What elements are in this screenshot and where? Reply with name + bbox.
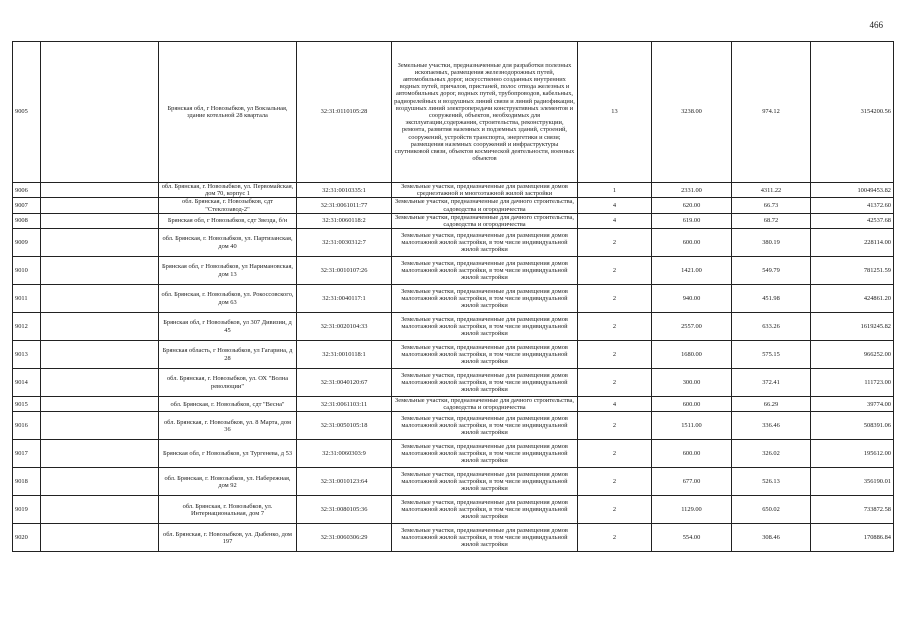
specific-value-cell: 974.12 — [732, 42, 811, 183]
area-cell: 2331.00 — [652, 183, 732, 198]
address-cell: обл. Брянская, г. Новозыбков, ул. Первомайская, дом 70, корпус 1 — [159, 183, 297, 198]
land-registry-table — [12, 41, 894, 552]
address-cell: Брянская обл, г Новозыбков, ул Тургенева, д 53 — [159, 440, 297, 468]
address-cell: обл. Брянская, г. Новозыбков, ул. Партизанская, дом 40 — [159, 229, 297, 257]
category-cell: 2 — [578, 229, 652, 257]
row-number-cell: 9015 — [13, 397, 41, 412]
table-row — [13, 183, 894, 198]
cadastral-value-cell: 424861.20 — [811, 285, 894, 313]
permitted-use-cell: Земельные участки, предназначенные для разработки полезных ископаемых, размещения железнодорожных путей, автомобильных дорог, искусственно созданных внутренних водных путей, причалов, пристаней, полос отвода железных и автомобильных дорог, водных путей, трубопроводов, кабельных, радиорелейных и воздушных линий связи и линий радиофикации, воздушных линий электропередачи конструктивных элементов и сооружений, объектов, необходимых для эксплуатации,содержания, строительства, реконструкции, ремонта, развития наземных и подземных зданий, строений, сооружений, устройств транспорта, энергетики и связи; размещения наземных сооружений и инфраструктуры спутниковой связи, объектов космической деятельности, военных объектов — [392, 42, 578, 183]
area-cell: 1421.00 — [652, 257, 732, 285]
table-row — [13, 198, 894, 213]
table-row — [13, 524, 894, 552]
empty-cell — [41, 468, 159, 496]
category-cell: 2 — [578, 285, 652, 313]
row-number-cell: 9013 — [13, 341, 41, 369]
area-cell: 3238.00 — [652, 42, 732, 183]
address-cell: обл. Брянская, г. Новозыбков, сдт "Весна" — [159, 397, 297, 412]
category-cell: 2 — [578, 496, 652, 524]
cadastral-number-cell: 32:31:0040120:67 — [297, 369, 392, 397]
category-cell: 2 — [578, 440, 652, 468]
row-number-cell: 9018 — [13, 468, 41, 496]
cadastral-number-cell: 32:31:0060306:29 — [297, 524, 392, 552]
specific-value-cell: 326.02 — [732, 440, 811, 468]
address-cell: Брянская обл, г Новозыбков, ул Вокзальная, здание котельной 28 квартала — [159, 42, 297, 183]
address-cell: Брянская обл, г Новозыбков, ул 307 Дивизии, д 45 — [159, 313, 297, 341]
cadastral-number-cell: 32:31:0061103:11 — [297, 397, 392, 412]
specific-value-cell: 336.46 — [732, 412, 811, 440]
address-cell: Брянская обл, г Новозыбков, ул Наримановская, дом 13 — [159, 257, 297, 285]
permitted-use-cell: Земельные участки, предназначенные для дачного строительства, садоводства и огородничества — [392, 397, 578, 412]
cadastral-value-cell: 733872.58 — [811, 496, 894, 524]
specific-value-cell: 372.41 — [732, 369, 811, 397]
address-cell: обл. Брянская, г. Новозыбков, ул. Рокоссовского, дом 63 — [159, 285, 297, 313]
category-cell: 1 — [578, 183, 652, 198]
permitted-use-cell: Земельные участки, предназначенные для размещения домов малоэтажной жилой застройки, в том числе индивидуальной жилой застройки — [392, 468, 578, 496]
table-row — [13, 412, 894, 440]
area-cell: 1680.00 — [652, 341, 732, 369]
cadastral-number-cell: 32:31:0050105:18 — [297, 412, 392, 440]
empty-cell — [41, 183, 159, 198]
specific-value-cell: 526.13 — [732, 468, 811, 496]
address-cell: обл. Брянская, г. Новозыбков, ул. 8 Марта, дом 36 — [159, 412, 297, 440]
address-cell: Брянская область, г Новозыбков, ул Гагарина, д 28 — [159, 341, 297, 369]
area-cell: 1511.00 — [652, 412, 732, 440]
page-number: 466 — [869, 20, 883, 30]
cadastral-value-cell: 39774.00 — [811, 397, 894, 412]
specific-value-cell: 308.46 — [732, 524, 811, 552]
permitted-use-cell: Земельные участки, предназначенные для размещения домов малоэтажной жилой застройки, в том числе индивидуальной жилой застройки — [392, 285, 578, 313]
specific-value-cell: 380.19 — [732, 229, 811, 257]
area-cell: 554.00 — [652, 524, 732, 552]
empty-cell — [41, 257, 159, 285]
empty-cell — [41, 397, 159, 412]
area-cell: 940.00 — [652, 285, 732, 313]
cadastral-number-cell: 32:31:0010118:1 — [297, 341, 392, 369]
category-cell: 4 — [578, 198, 652, 213]
permitted-use-cell: Земельные участки, предназначенные для размещения домов малоэтажной жилой застройки, в том числе индивидуальной жилой застройки — [392, 524, 578, 552]
area-cell: 619.00 — [652, 213, 732, 228]
empty-cell — [41, 496, 159, 524]
specific-value-cell: 66.73 — [732, 198, 811, 213]
table-row — [13, 468, 894, 496]
cadastral-number-cell: 32:31:0110105:28 — [297, 42, 392, 183]
specific-value-cell: 650.02 — [732, 496, 811, 524]
empty-cell — [41, 369, 159, 397]
specific-value-cell: 549.79 — [732, 257, 811, 285]
cadastral-number-cell: 32:31:0061011:77 — [297, 198, 392, 213]
area-cell: 600.00 — [652, 397, 732, 412]
cadastral-value-cell: 41372.60 — [811, 198, 894, 213]
row-number-cell: 9014 — [13, 369, 41, 397]
cadastral-value-cell: 10049453.82 — [811, 183, 894, 198]
cadastral-number-cell: 32:31:0010335:1 — [297, 183, 392, 198]
empty-cell — [41, 198, 159, 213]
permitted-use-cell: Земельные участки, предназначенные для дачного строительства, садоводства и огородничества — [392, 198, 578, 213]
category-cell: 2 — [578, 257, 652, 285]
table-row — [13, 313, 894, 341]
permitted-use-cell: Земельные участки, предназначенные для размещения домов среднеэтажной и многоэтажной жилой застройки — [392, 183, 578, 198]
cadastral-number-cell: 32:31:0010107:26 — [297, 257, 392, 285]
permitted-use-cell: Земельные участки, предназначенные для размещения домов малоэтажной жилой застройки, в том числе индивидуальной жилой застройки — [392, 496, 578, 524]
category-cell: 2 — [578, 412, 652, 440]
row-number-cell: 9017 — [13, 440, 41, 468]
area-cell: 600.00 — [652, 440, 732, 468]
cadastral-value-cell: 356190.01 — [811, 468, 894, 496]
row-number-cell: 9005 — [13, 42, 41, 183]
cadastral-number-cell: 32:31:0010123:64 — [297, 468, 392, 496]
cadastral-number-cell: 32:31:0040117:1 — [297, 285, 392, 313]
table-row — [13, 42, 894, 183]
category-cell: 4 — [578, 397, 652, 412]
address-cell: обл. Брянская, г. Новозыбков, ул. ОХ "Волна революции" — [159, 369, 297, 397]
table-row — [13, 257, 894, 285]
cadastral-value-cell: 3154200.56 — [811, 42, 894, 183]
category-cell: 2 — [578, 369, 652, 397]
table-row — [13, 369, 894, 397]
cadastral-number-cell: 32:31:0080105:36 — [297, 496, 392, 524]
table-row — [13, 397, 894, 412]
empty-cell — [41, 313, 159, 341]
row-number-cell: 9019 — [13, 496, 41, 524]
specific-value-cell: 4311.22 — [732, 183, 811, 198]
specific-value-cell: 66.29 — [732, 397, 811, 412]
permitted-use-cell: Земельные участки, предназначенные для размещения домов малоэтажной жилой застройки, в том числе индивидуальной жилой застройки — [392, 341, 578, 369]
row-number-cell: 9012 — [13, 313, 41, 341]
permitted-use-cell: Земельные участки, предназначенные для размещения домов малоэтажной жилой застройки, в том числе индивидуальной жилой застройки — [392, 412, 578, 440]
area-cell: 600.00 — [652, 229, 732, 257]
address-cell: обл. Брянская, г. Новозыбков, сдт "Стеклозавод-2" — [159, 198, 297, 213]
cadastral-value-cell: 966252.00 — [811, 341, 894, 369]
row-number-cell: 9020 — [13, 524, 41, 552]
area-cell: 300.00 — [652, 369, 732, 397]
table-body — [13, 42, 894, 552]
table-row — [13, 285, 894, 313]
empty-cell — [41, 229, 159, 257]
row-number-cell: 9016 — [13, 412, 41, 440]
permitted-use-cell: Земельные участки, предназначенные для размещения домов малоэтажной жилой застройки, в том числе индивидуальной жилой застройки — [392, 313, 578, 341]
area-cell: 2557.00 — [652, 313, 732, 341]
specific-value-cell: 575.15 — [732, 341, 811, 369]
cadastral-number-cell: 32:31:0060118:2 — [297, 213, 392, 228]
permitted-use-cell: Земельные участки, предназначенные для размещения домов малоэтажной жилой застройки, в том числе индивидуальной жилой застройки — [392, 369, 578, 397]
category-cell: 2 — [578, 468, 652, 496]
cadastral-value-cell: 228114.00 — [811, 229, 894, 257]
empty-cell — [41, 213, 159, 228]
address-cell: обл. Брянская, г. Новозыбков, ул. Интернациональная, дом 7 — [159, 496, 297, 524]
specific-value-cell: 68.72 — [732, 213, 811, 228]
row-number-cell: 9007 — [13, 198, 41, 213]
empty-cell — [41, 524, 159, 552]
cadastral-number-cell: 32:31:0020104:33 — [297, 313, 392, 341]
cadastral-number-cell: 32:31:0030312:7 — [297, 229, 392, 257]
empty-cell — [41, 42, 159, 183]
area-cell: 677.00 — [652, 468, 732, 496]
address-cell: обл. Брянская, г. Новозыбков, ул. Набережная, дом 92 — [159, 468, 297, 496]
empty-cell — [41, 341, 159, 369]
table-row — [13, 229, 894, 257]
category-cell: 13 — [578, 42, 652, 183]
area-cell: 1129.00 — [652, 496, 732, 524]
category-cell: 2 — [578, 313, 652, 341]
cadastral-value-cell: 170886.84 — [811, 524, 894, 552]
cadastral-value-cell: 781251.59 — [811, 257, 894, 285]
table-row — [13, 440, 894, 468]
cadastral-value-cell: 508391.06 — [811, 412, 894, 440]
empty-cell — [41, 285, 159, 313]
row-number-cell: 9006 — [13, 183, 41, 198]
table-row — [13, 213, 894, 228]
category-cell: 2 — [578, 341, 652, 369]
empty-cell — [41, 440, 159, 468]
specific-value-cell: 633.26 — [732, 313, 811, 341]
table-row — [13, 496, 894, 524]
row-number-cell: 9010 — [13, 257, 41, 285]
category-cell: 4 — [578, 213, 652, 228]
category-cell: 2 — [578, 524, 652, 552]
row-number-cell: 9008 — [13, 213, 41, 228]
cadastral-value-cell: 195612.00 — [811, 440, 894, 468]
address-cell: Брянская обл, г Новозыбков, сдт Звезда, б/н — [159, 213, 297, 228]
cadastral-value-cell: 111723.00 — [811, 369, 894, 397]
cadastral-number-cell: 32:31:0060303:9 — [297, 440, 392, 468]
permitted-use-cell: Земельные участки, предназначенные для дачного строительства, садоводства и огородничества — [392, 213, 578, 228]
row-number-cell: 9011 — [13, 285, 41, 313]
permitted-use-cell: Земельные участки, предназначенные для размещения домов малоэтажной жилой застройки, в том числе индивидуальной жилой застройки — [392, 257, 578, 285]
permitted-use-cell: Земельные участки, предназначенные для размещения домов малоэтажной жилой застройки, в том числе индивидуальной жилой застройки — [392, 229, 578, 257]
table-row — [13, 341, 894, 369]
address-cell: обл. Брянская, г. Новозыбков, ул. Дыбенко, дом 197 — [159, 524, 297, 552]
specific-value-cell: 451.98 — [732, 285, 811, 313]
permitted-use-cell: Земельные участки, предназначенные для размещения домов малоэтажной жилой застройки, в том числе индивидуальной жилой застройки — [392, 440, 578, 468]
cadastral-value-cell: 1619245.82 — [811, 313, 894, 341]
area-cell: 620.00 — [652, 198, 732, 213]
row-number-cell: 9009 — [13, 229, 41, 257]
cadastral-value-cell: 42537.68 — [811, 213, 894, 228]
empty-cell — [41, 412, 159, 440]
